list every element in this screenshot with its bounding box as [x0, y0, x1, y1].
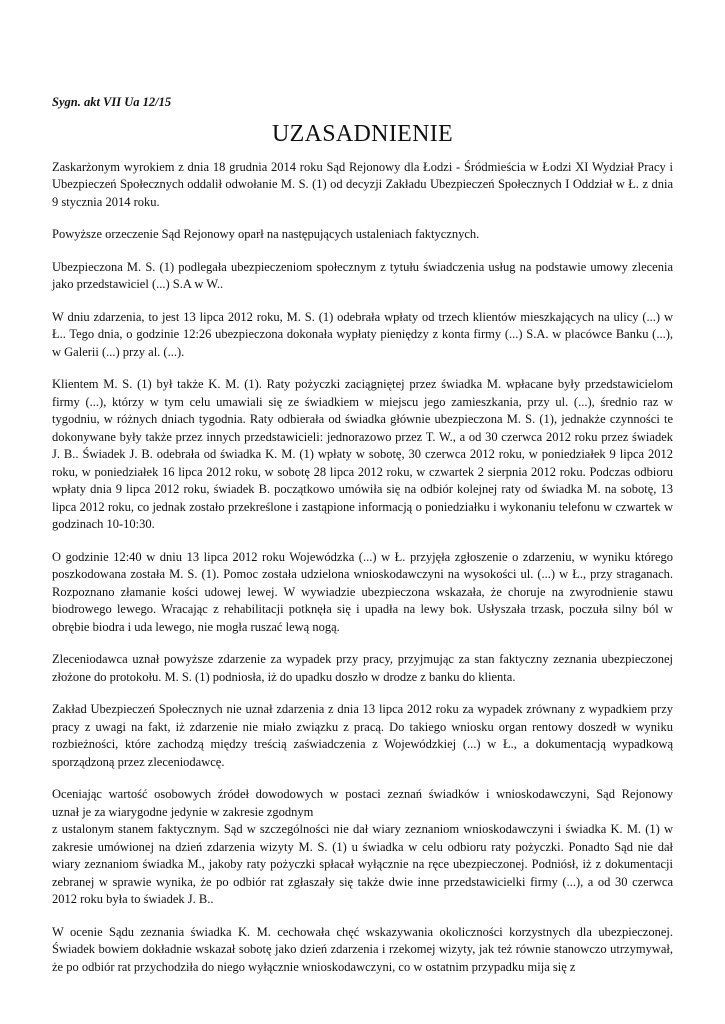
paragraph-8: Zakład Ubezpieczeń Społecznych nie uznał zdarzenia z dnia 13 lipca 2012 roku za wypadek zrównany z wypadkiem przy pracy z uwagi na fakt, iż zdarzenie nie miało związku z pracą. Do takiego wniosku organ rentowy doszedł w wyniku rozbieżności, które zachodzą między treścią zaświadczenia z Wojewódzkiej (...) w Ł., a dokumentacją wypadkową sporządzoną przez zleceniodawcę.: [52, 702, 673, 769]
paragraph-1: Zaskarżonym wyrokiem z dnia 18 grudnia 2014 roku Sąd Rejonowy dla Łodzi - Śródmieścia w Łodzi XI Wydział Pracy i Ubezpieczeń Społecznych oddalił odwołanie M. S. (1) od decyzji Zakładu Ubezpieczeń Społecznych I Oddział w Ł. z dnia 9 stycznia 2014 roku.: [52, 159, 673, 209]
paragraph-5: Klientem M. S. (1) był także K. M. (1). Raty pożyczki zaciągniętej przez świadka M. wpłacane były przedstawicielom firmy (...), którzy w tym celu umawiali się ze świadkiem w miejscu jego zamieszkania, przy ul. (...), średnio raz w tygodniu, w różnych dniach tygodnia. Raty odbierała od świadka głównie ubezpieczona M. S. (1), jednakże czynności te dokonywane były także przez innych przedstawicieli: jednorazowo przez T. W., a od 30 czerwca 2012 roku przez świadek J. B.. Świadek J. B. odebrała od świadka K. M. (1) wpłaty w sobotę, 30 czerwca 2012 roku, w poniedziałek 9 lipca 2012 roku, w poniedziałek 16 lipca 2012 roku, w sobotę 28 lipca 2012 roku, w czwartek 2 sierpnia 2012 roku. Podczas odbioru wpłaty dnia 9 lipca 2012 roku, świadek B. początkowo umówiła się na odbiór kolejnej raty od świadka M. na sobotę, 13 lipca 2012 roku, co jednak zostało przekreślone i zastąpione informacją o poniedziałku i wykonaniu telefonu w czwartek w godzinach 10-10:30.: [52, 377, 673, 531]
paragraph-2: Powyższe orzeczenie Sąd Rejonowy oparł na następujących ustaleniach faktycznych.: [52, 227, 480, 241]
paragraph-6: O godzinie 12:40 w dniu 13 lipca 2012 roku Wojewódzka (...) w Ł. przyjęła zgłoszenie o zdarzeniu, w wyniku którego poszkodowana została M. S. (1). Pomoc została udzielona wnioskodawczyni na wysokości ul. (...) w Ł., przy straganach. Rozpoznano złamanie kości udowej lewej. W wywiadzie ubezpieczona wskazała, że choruje na zwyrodnienie stawu biodrowego lewego. Wracając z rehabilitacji potknęła się i upadła na lewy bok. Usłyszała trzask, poczuła silny ból w obrębie biodra i uda lewego, nie mogła ruszać lewą nogą.: [52, 549, 673, 634]
paragraph-9: [52, 786, 673, 909]
paragraph-9-line-2: uznał je za wiarygodne jedynie w zakresie zgodnym: [52, 804, 314, 819]
paragraph-3: Ubezpieczona M. S. (1) podlegała ubezpieczeniom społecznym z tytułu świadczenia usług na podstawie umowy zlecenia jako przedstawiciel (...) S.A w W..: [52, 259, 673, 291]
case-reference: Sygn. akt VII Ua 12/15: [52, 95, 172, 109]
document-title: UZASADNIENIE: [272, 120, 453, 147]
paragraph-4: W dniu zdarzenia, to jest 13 lipca 2012 roku, M. S. (1) odebrała wpłaty od trzech klientów mieszkających na ulicy (...) w Ł.. Tego dnia, o godzinie 12:26 ubezpieczona dokonała wypłaty pieniędzy z konta firmy (...) S.A. w placówce Banku (...), w Galerii (...) przy al. (...).: [52, 309, 673, 359]
paragraph-9-line-3: z ustalonym stanem faktycznym. Sąd w szczególności nie dał wiary zeznaniom wnioskodawczyni i świadka K. M. (1) w zakresie umówionej na dzień zdarzenia wizyty M. S. (1) u świadka w celu odbioru raty pożyczki. Ponadto Sąd nie dał wiary zeznaniom świadka M., jakoby raty pożyczki spłacał wyłącznie na ręce ubezpieczonej. Podniósł, iż z dokumentacji zebranej w sprawie wynika, że po odbiór rat zgłaszały się także dwie inne przedstawicielki firmy (...), a od 30 czerwca 2012 roku była to świadek J. B..: [52, 822, 673, 906]
paragraph-7: Zleceniodawca uznał powyższe zdarzenie za wypadek przy pracy, przyjmując za stan faktyczny zeznania ubezpieczonej złożone do protokołu. M. S. (1) podniosła, iż do upadku doszło w drodze z banku do klienta.: [52, 652, 673, 684]
paragraph-9-line-1: Oceniając wartość osobowych źródeł dowodowych w postaci zeznań świadków i wnioskodawczyni, Sąd Rejonowy: [52, 787, 673, 801]
paragraph-10: W ocenie Sądu zeznania świadka K. M. cechowała chęć wskazywania okoliczności korzystnych dla ubezpieczonej. Świadek bowiem dokładnie wskazał sobotę jako dzień zdarzenia i rzekomej wizyty, jak też równie stanowczo utrzymywał, że po odbiór rat przychodziła do niego wyłącznie wnioskodawczyni, co w ostatnim przypadku mija się z: [52, 924, 673, 974]
